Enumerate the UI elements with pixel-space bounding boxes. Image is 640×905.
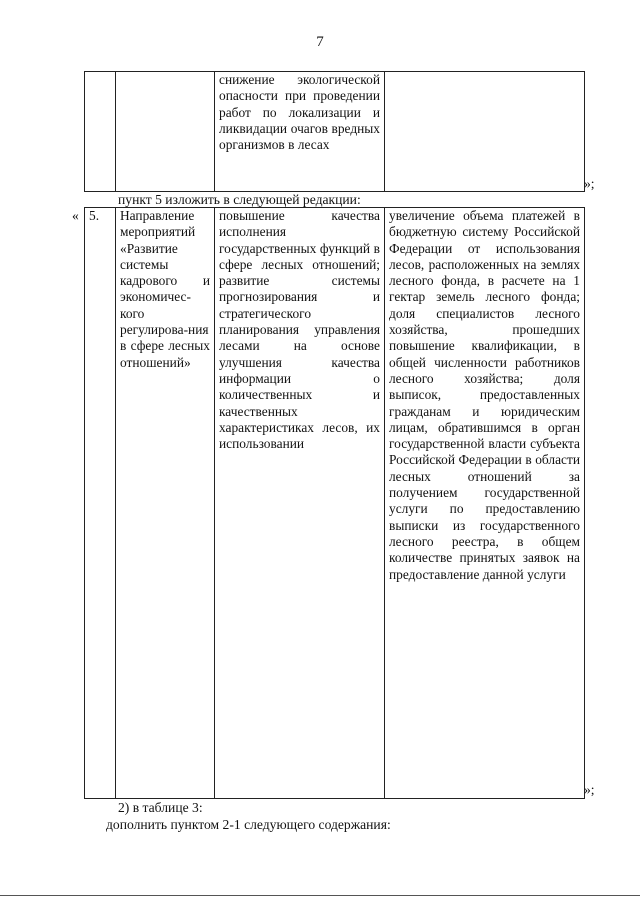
instruction-add-item: дополнить пунктом 2-1 следующего содержания: [106,817,391,832]
table-item-5 [84,207,585,799]
table-cell-goals: повышение качества исполнения государственных функций в сфере лесных отношений; развитие системы прогнозирования и стратегического планирования управления лесами на основе улучшения качества информации о количественных и качественных характеристиках лесов, их использовании [215,208,385,799]
closing-quote: »; [584,176,595,191]
instruction-item-5: пункт 5 изложить в следующей редакции: [118,192,361,207]
table-cell-indicators [385,72,585,192]
footer-rule [0,895,640,896]
table-continuation [84,71,585,192]
instruction-table-3: 2) в таблице 3: [118,800,203,815]
opening-quote: « [72,208,79,223]
table-cell-direction: Направление мероприятий «Развитие системы кадрового и экономичес-кого регулирова-ния в сфере лесных отношений» [116,208,215,799]
page-number: 7 [316,34,324,50]
table-cell-number [85,72,116,192]
table-cell-number: 5. [85,208,116,799]
closing-quote: »; [584,782,595,797]
table-cell-goals: снижение экологической опасности при проведении работ по локализации и ликвидации очагов вредных организмов в лесах [215,72,385,192]
table-cell-indicators: увеличение объема платежей в бюджетную систему Российской Федерации от использования лесов, расположенных на землях лесного фонда, в расчете на 1 гектар земель лесного фонда; доля специалистов лесного хозяйства, прошедших повышение квалификации, в общей численности работников лесного хозяйства; доля выписок, предоставленных гражданам и юридическим лицам, обратившимся в орган государственной власти субъекта Российской Федерации в области лесных отношений за получением государственной услуги по предоставлению выписки из государственного лесного реестра, в общем количестве принятых заявок на предоставление данной услуги [385,208,585,799]
table-row [85,72,585,192]
table-cell-direction [116,72,215,192]
table-row [85,208,585,799]
